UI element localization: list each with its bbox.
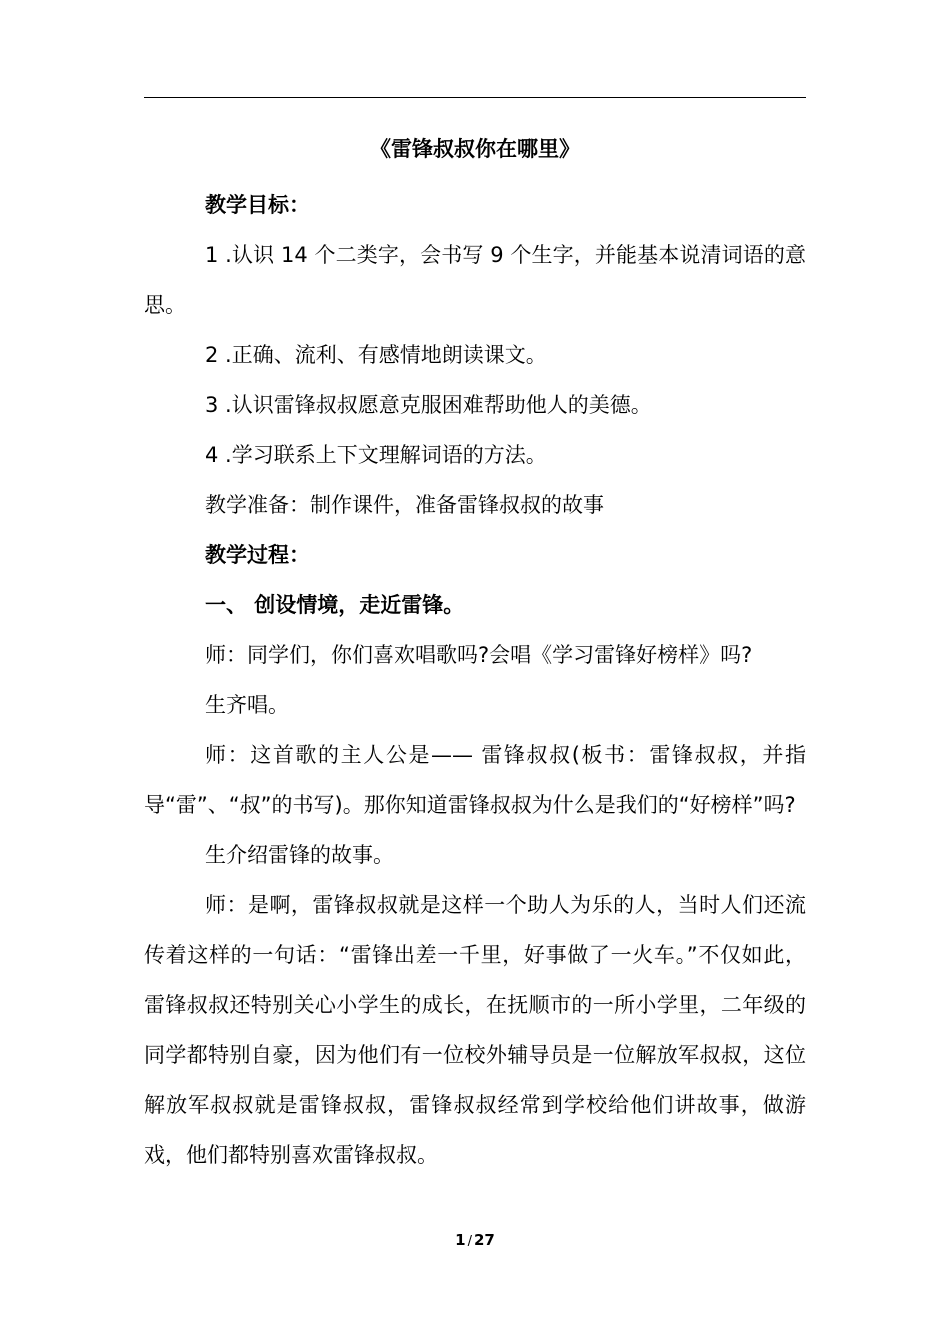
page-number bbox=[0, 1230, 950, 1252]
preparation-paragraph: 教学准备：制作课件，准备雷锋叔叔的故事 bbox=[205, 493, 604, 517]
teacher-paragraph-2: 师：这首歌的主人公是—— 雷锋叔叔(板书：雷锋叔叔，并指导“雷”、“叔”的书写)。那你知道雷锋叔叔为什么是我们的“好榜样”吗? bbox=[144, 743, 806, 817]
section-heading-objectives: 教学目标： bbox=[205, 193, 310, 217]
student-paragraph-1: 生齐唱。 bbox=[205, 693, 289, 717]
objective-item-2: 2 .正确、流利、有感情地朗读课文。 bbox=[205, 343, 547, 367]
current-page-number: 1 bbox=[455, 1231, 466, 1249]
teacher-paragraph-3: 师：是啊，雷锋叔叔就是这样一个助人为乐的人，当时人们还流传着这样的一句话：“雷锋出差一千里，好事做了一火车。”不仅如此，雷锋叔叔还特别关心小学生的成长，在抚顺市的一所小学里，二年级的同学都特别自豪，因为他们有一位校外辅导员是一位解放军叔叔，这位解放军叔叔就是雷锋叔叔，雷锋叔叔经常到学校给他们讲故事，做游戏，他们都特别喜欢雷锋叔叔。 bbox=[144, 893, 806, 1167]
student-paragraph-2: 生介绍雷锋的故事。 bbox=[205, 843, 394, 867]
page-number-separator: / bbox=[467, 1234, 472, 1249]
objective-item-4: 4 .学习联系上下文理解词语的方法。 bbox=[205, 443, 547, 467]
document-title: 《雷锋叔叔你在哪里》 bbox=[370, 137, 580, 161]
header-rule bbox=[144, 97, 806, 98]
document-body bbox=[144, 130, 806, 1180]
total-page-count: 27 bbox=[473, 1231, 495, 1249]
section-heading-process: 教学过程： bbox=[205, 543, 310, 567]
step-heading-1: 一、 创设情境，走近雷锋。 bbox=[205, 593, 465, 617]
teacher-paragraph-1: 师：同学们，你们喜欢唱歌吗?会唱《学习雷锋好榜样》吗? bbox=[205, 643, 753, 667]
objective-item-3: 3 .认识雷锋叔叔愿意克服困难帮助他人的美德。 bbox=[205, 393, 652, 417]
objective-item-1: 1 .认识 14 个二类字，会书写 9 个生字，并能基本说清词语的意思。 bbox=[144, 243, 806, 317]
